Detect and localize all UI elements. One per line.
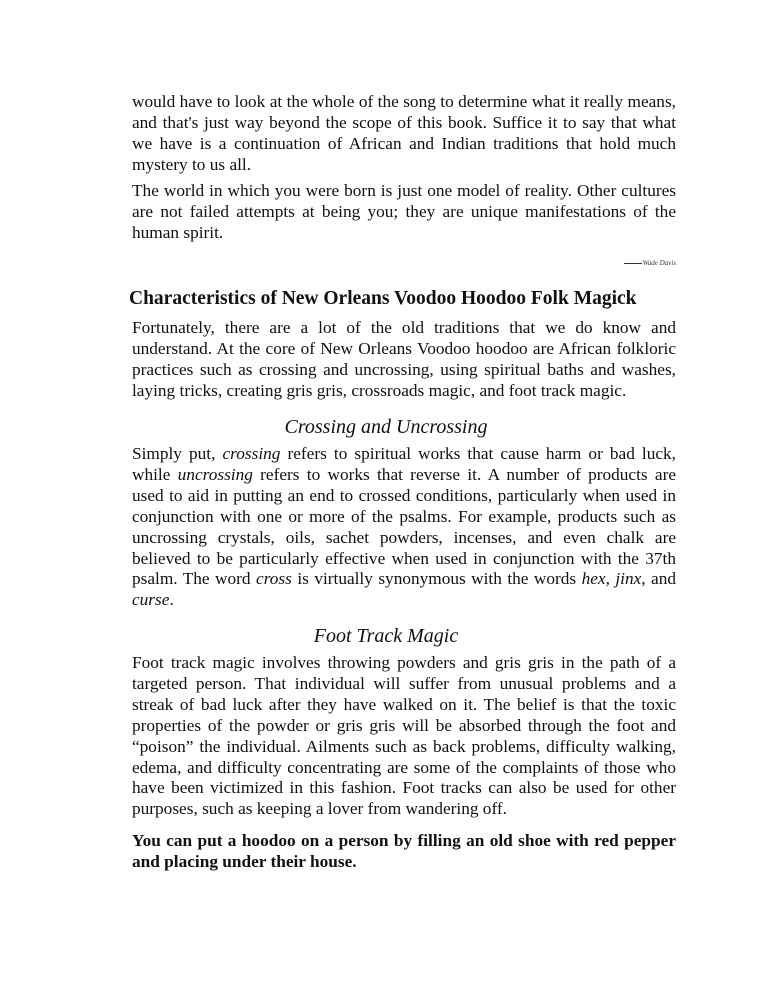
paragraph-song-meaning [132,92,676,176]
text-run: refers to works that reverse it. A number of products are used to aid in putting an end to crossed conditions, particularly when used in conjunction with one or more of the psalms. For example, products such as uncrossing crystals, oils, sachet powders, incenses, and even chalk are believed to be particularly effective when used in conjunction with the 37th psalm. The word [132,464,676,589]
attribution-dash [624,263,642,264]
foot-track-text: Foot track magic involves throwing powders and gris gris in the path of a targeted person. That individual will suffer from unusual problems and a streak of bad luck after they have walked on it. The belief is that the toxic properties of the powder or gris gris will be absorbed through the foot and “poison” the individual. Ailments such as back problems, difficulty walking, edema, and difficulty concentrating are some of the complaints of those who have been victimized in this fashion. Foot tracks can also be used for other purposes, such as keeping a lover from wandering off. [132,653,676,819]
crossing-text [132,444,676,611]
quote-attribution [624,259,676,267]
text-run: , and [641,569,676,589]
paragraph-text: would have to look at the whole of the song to determine what it really means, and that's just way beyond the scope of this book. Suffice it to say that what we have is a continuation of African and Indian traditions that hold much mystery to us all. [132,92,676,174]
subheading-crossing: Crossing and Uncrossing [284,416,488,438]
emphasis-crossing: crossing [222,444,281,463]
paragraph-crossing [132,444,676,611]
section-intro-text: Fortunately, there are a lot of the old traditions that we do know and understand. At the core of New Orleans Voodoo hoodoo are African folkloric practices such as crossing and uncrossing, using spiritual baths and washes, laying tricks, creating gris gris, crossroads magic, and foot track magic. [132,318,676,400]
emphasis-curse: curse [132,590,170,610]
emphasis-uncrossing: uncrossing [177,464,253,484]
text-run: . [169,590,174,610]
quote-text: The world in which you were born is just one model of reality. Other cultures are not failed attempts at being you; they are unique manifestations of the human spirit. [132,181,676,242]
text-run: is virtually synonymous with the words [291,569,582,589]
quote-block [132,181,676,244]
text-run: refers to spiritual works that cause harm or bad luck, while [132,444,676,484]
closing-tip [132,831,676,873]
text-run: Simply put, [132,444,223,463]
emphasis-cross: cross [256,569,292,589]
emphasis-hex-jinx: hex, jinx [581,569,642,589]
subheading-foot-track: Foot Track Magic [313,625,459,647]
attribution-author: Wade Davis [642,259,676,267]
section-intro [132,318,676,402]
closing-tip-text: You can put a hoodoo on a person by filling an old shoe with red pepper and placing under their house. [132,831,676,871]
paragraph-foot-track [132,653,676,820]
section-heading: Characteristics of New Orleans Voodoo Hoodoo Folk Magick [129,288,637,309]
